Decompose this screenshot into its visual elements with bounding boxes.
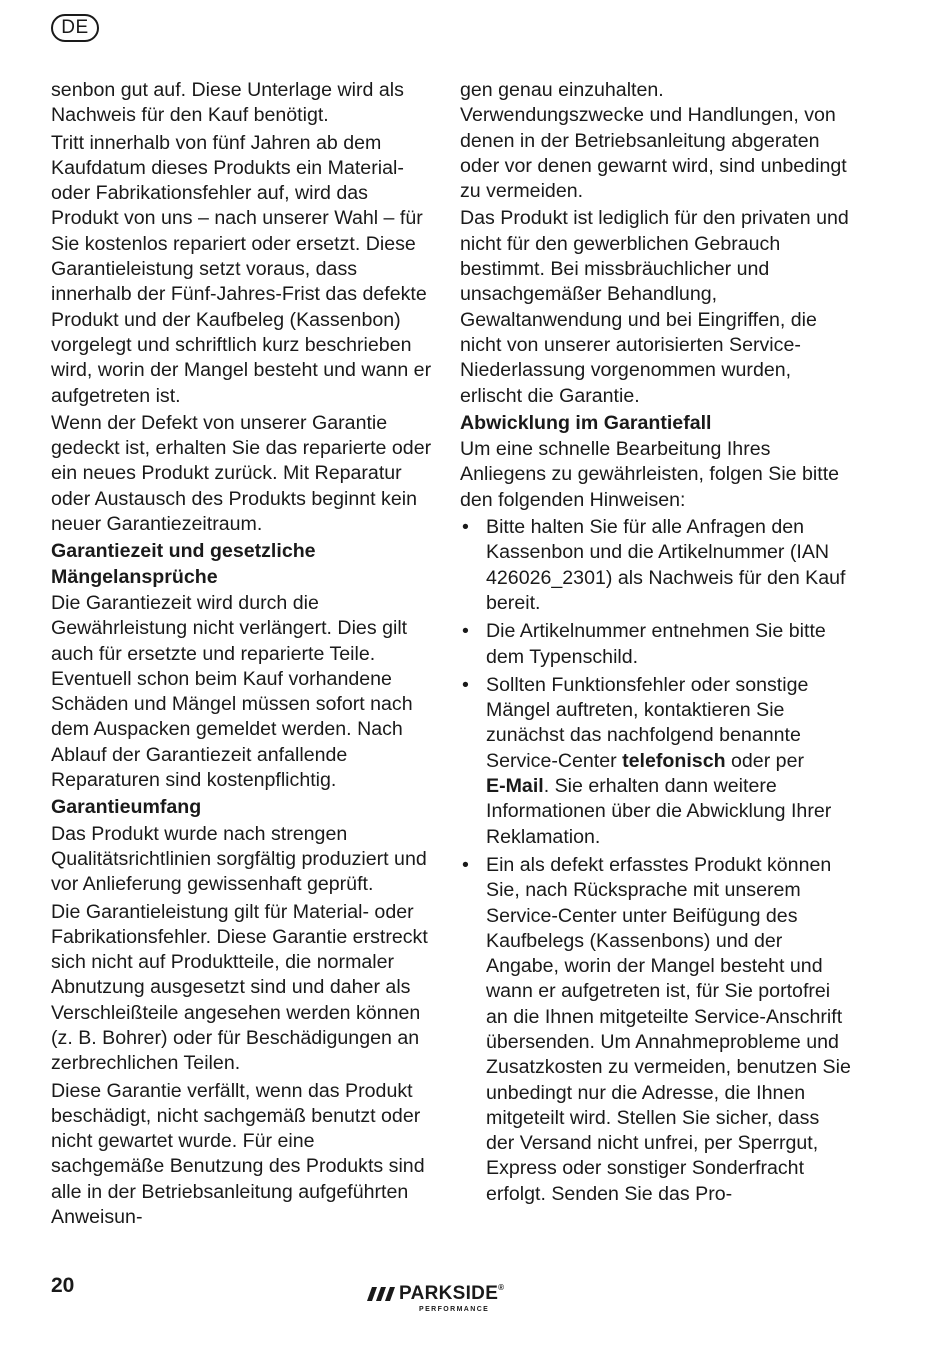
paragraph: Die Garantieleistung gilt für Material- oder Fabrikationsfehler. Diese Garantie erstreckt sich nicht auf Produktteile, die normaler Abnutzung ausgesetzt sind und daher als Verschleißteile angesehen werden können (z. B. Bohrer) oder für Beschädigungen an zerbrechlichen Teilen. xyxy=(51,900,428,1075)
list-item xyxy=(460,619,852,670)
paragraph: Um eine schnelle Bearbeitung Ihres Anliegens zu gewährleisten, folgen Sie bitte den folgenden Hinweisen: xyxy=(460,438,840,511)
language-badge xyxy=(51,14,99,42)
paragraph: Das Produkt ist lediglich für den privaten und nicht für den gewerblichen Gebrauch bestimmt. Bei missbräuchlicher und unsachgemäßer Behandlung, Gewaltanwendung und bei Eingriffen, die nicht von unserer autorisierten Service-Niederlassung vorgenommen wurden, erlischt die Garantie. xyxy=(460,207,849,407)
list-item-text-part: oder per xyxy=(731,749,804,772)
paragraph: gen genau einzuhalten. Verwendungszwecke und Handlungen, von denen in der Betriebsanleitung abgeraten oder vor denen gewarnt wird, sind unbedingt zu vermeiden. xyxy=(460,79,847,203)
bold-term-telefonisch: telefonisch xyxy=(622,749,726,772)
bullet-icon: • xyxy=(462,516,469,539)
section-heading-garantiezeit: Garantiezeit und gesetzliche Mängelansprüche xyxy=(51,540,316,588)
list-item-text: Die Artikelnummer entnehmen Sie bitte dem Typenschild. xyxy=(486,620,826,668)
bold-term-email: E-Mail xyxy=(486,775,544,798)
list-item-text xyxy=(486,674,831,848)
left-column xyxy=(51,78,433,1232)
language-badge-label: DE xyxy=(61,17,89,38)
list-item xyxy=(460,515,852,616)
paragraph: Diese Garantie verfällt, wenn das Produkt beschädigt, nicht sachgemäß benutzt oder nicht gewartet wurde. Für eine sachgemäße Benutzung des Produkts sind alle in der Betriebsanleitung aufgeführten Anweisun- xyxy=(51,1079,425,1229)
bullet-icon: • xyxy=(462,620,469,643)
instruction-list xyxy=(460,515,852,1207)
section-heading-abwicklung: Abwicklung im Garantiefall xyxy=(460,411,712,434)
logo-wordmark xyxy=(399,1283,504,1305)
page-number: 20 xyxy=(51,1274,75,1297)
paragraph: Das Produkt wurde nach strengen Qualitätsrichtlinien sorgfältig produziert und vor Anlieferung gewissenhaft geprüft. xyxy=(51,822,427,896)
logo-subtitle: PERFORMANCE xyxy=(419,1306,490,1313)
list-item-text: Bitte halten Sie für alle Anfragen den Kassenbon und die Artikelnummer (IAN 426026_2301) als Nachweis für den Kauf bereit. xyxy=(486,516,846,614)
bullet-icon: • xyxy=(462,853,469,876)
list-item-text: Ein als defekt erfasstes Produkt können Sie, nach Rücksprache mit unserem Service-Center unter Beifügung des Kaufbelegs (Kassenbons) und der Angabe, worin der Mangel besteht und wann er aufgetreten ist, für Sie portofrei an die Ihnen mitgeteilte Service-Anschrift übersenden. Um Annahmeprobleme und Zusatzkosten zu vermeiden, benutzen Sie unbedingt nur die Adresse, die Ihnen mitgeteilt wird. Stellen Sie sicher, dass der Versand nicht unfrei, per Sperrgut, Express oder sonstiger Sonderfracht erfolgt. Senden Sie das Pro- xyxy=(486,853,851,1205)
section-heading-garantieumfang: Garantieumfang xyxy=(51,796,202,819)
list-item xyxy=(460,673,852,850)
list-item-text-part: . Sie erhalten dann weitere Informationen über die Abwicklung Ihrer Reklamation. xyxy=(486,775,832,848)
right-column xyxy=(460,78,852,1210)
list-item-text-part: Sollten Funktionsfehler oder sonstige Mängel auftreten, kontaktieren Sie zunächst das nachfolgend benannte Service-Center xyxy=(486,673,809,772)
logo-stripes-icon xyxy=(367,1287,395,1301)
logo-text: PARKSIDE xyxy=(399,1283,499,1304)
paragraph: senbon gut auf. Diese Unterlage wird als Nachweis für den Kauf benötigt. xyxy=(51,79,404,127)
parkside-logo xyxy=(367,1283,517,1317)
registered-mark: ® xyxy=(498,1283,505,1292)
paragraph: Tritt innerhalb von fünf Jahren ab dem Kaufdatum dieses Produkts ein Material- oder Fabrikationsfehler auf, wird das Produkt von uns – nach unserer Wahl – für Sie kostenlos repariert oder ersetzt. Diese Garantieleistung setzt voraus, dass innerhalb der Fünf-Jahres-Frist das defekte Produkt und der Kaufbeleg (Kassenbon) vorgelegt und schriftlich kurz beschrieben wird, worin der Mangel besteht und wann er aufgetreten ist. xyxy=(51,131,432,407)
paragraph: Die Garantiezeit wird durch die Gewährleistung nicht verlängert. Dies gilt auch für ersetzte und reparierte Teile. Eventuell schon beim Kauf vorhandene Schäden und Mängel müssen sofort nach dem Auspacken gemeldet werden. Nach Ablauf der Garantiezeit anfallende Reparaturen sind kostenpflichtig. xyxy=(51,591,413,792)
paragraph: Wenn der Defekt von unserer Garantie gedeckt ist, erhalten Sie das reparierte oder ein neues Produkt zurück. Mit Reparatur oder Austausch des Produkts beginnt kein neuer Garantiezeitraum. xyxy=(51,411,432,536)
list-item xyxy=(460,853,852,1207)
bullet-icon: • xyxy=(462,673,469,696)
